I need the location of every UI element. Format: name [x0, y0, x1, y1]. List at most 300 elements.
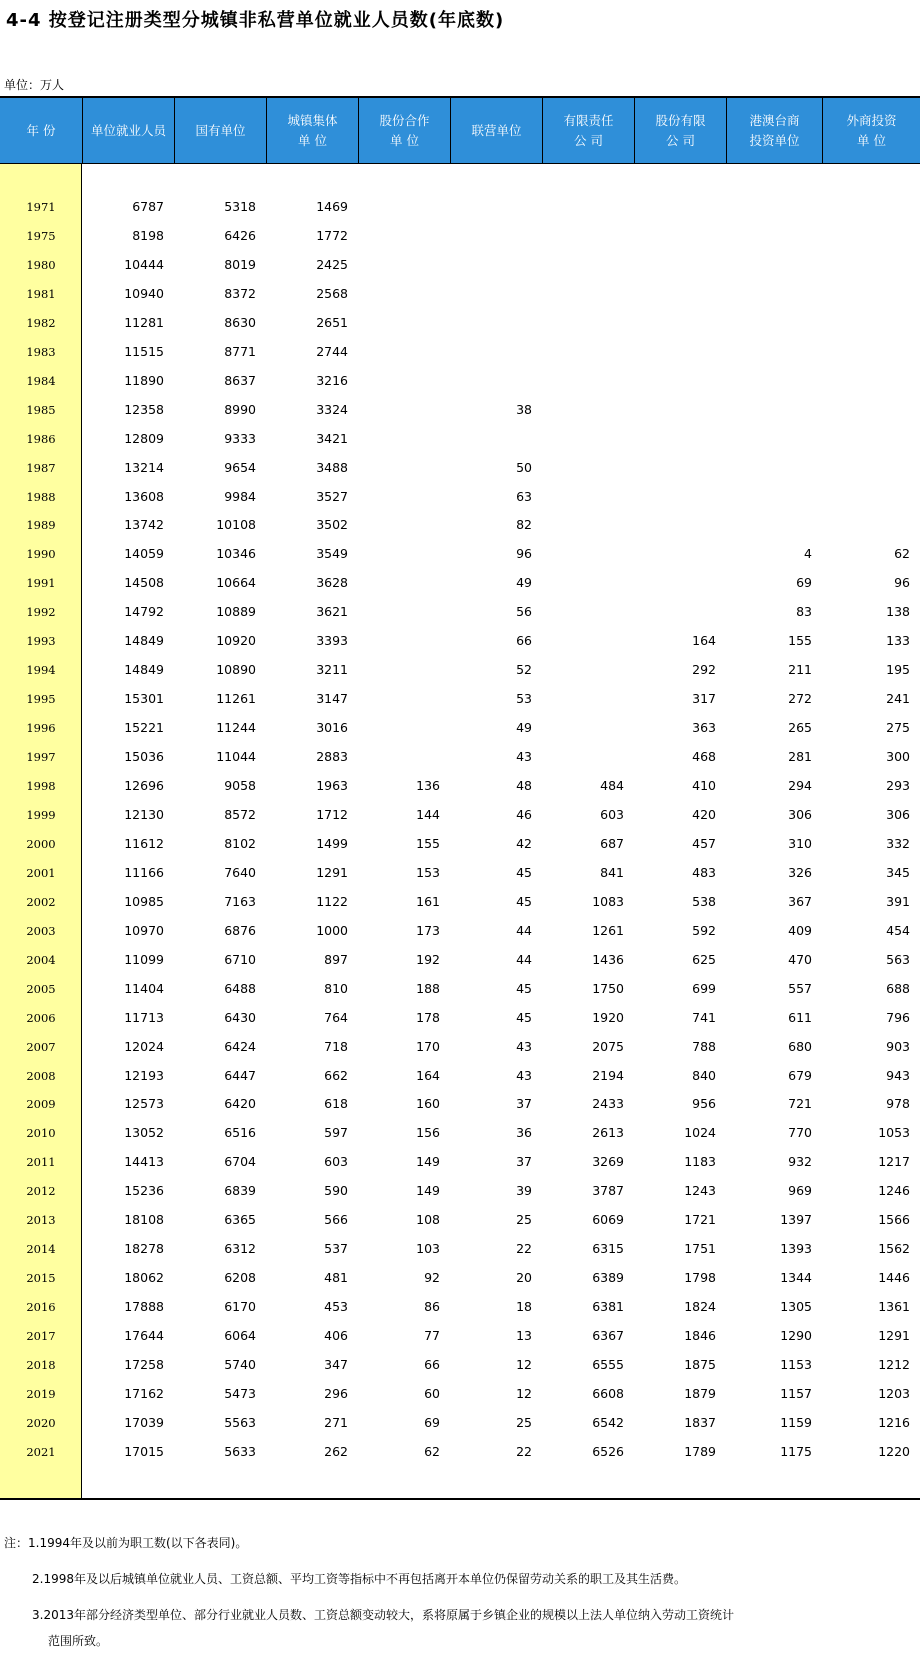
value-cell	[636, 337, 716, 366]
value-cell: 1837	[684, 1414, 716, 1430]
value-cell: 592	[692, 922, 716, 938]
value-cell: 43	[516, 1038, 532, 1054]
value-cell: 1751	[684, 1241, 716, 1257]
value-cell: 3621	[316, 604, 348, 620]
value-cell: 1291	[316, 864, 348, 880]
value-cell: 1175	[780, 1443, 812, 1459]
value-cell	[732, 395, 812, 424]
value-cell: 3502	[316, 517, 348, 533]
value-cell: 17162	[124, 1385, 164, 1401]
value-cell	[732, 279, 812, 308]
value-cell: 470	[788, 951, 812, 967]
value-cell: 45	[516, 1009, 532, 1025]
table-row	[0, 539, 920, 568]
value-cell	[732, 221, 812, 250]
value-cell: 211	[788, 662, 812, 678]
value-cell: 1499	[316, 835, 348, 851]
value-cell: 265	[788, 720, 812, 736]
value-cell: 49	[516, 575, 532, 591]
value-cell	[636, 424, 716, 453]
value-cell: 6839	[224, 1183, 256, 1199]
value-cell: 306	[886, 806, 910, 822]
value-cell: 178	[416, 1009, 440, 1025]
value-cell: 9058	[224, 778, 256, 793]
value-cell	[544, 221, 624, 250]
value-cell: 6420	[224, 1096, 256, 1112]
value-cell: 20	[516, 1270, 532, 1286]
value-cell: 15221	[124, 720, 164, 736]
value-cell: 294	[788, 778, 812, 793]
value-cell: 9984	[224, 488, 256, 504]
value-cell	[636, 250, 716, 279]
value-cell: 1183	[684, 1154, 716, 1170]
note-3: 3.2013年部分经济类型单位、部分行业就业人员数、工资总额变动较大，系将原属于乡镇企业的规模以上法人单位纳入劳动工资统计	[32, 1608, 734, 1622]
value-cell	[830, 395, 910, 424]
value-cell: 625	[692, 951, 716, 967]
value-cell: 136	[416, 778, 440, 793]
year-cell: 1994	[26, 663, 56, 678]
year-cell: 2002	[26, 894, 56, 909]
value-cell	[360, 655, 440, 684]
table-row	[0, 1379, 920, 1408]
value-cell: 6876	[224, 922, 256, 938]
value-cell: 932	[788, 1154, 812, 1170]
value-cell	[544, 453, 624, 482]
value-cell	[830, 250, 910, 279]
value-cell: 6069	[592, 1212, 624, 1228]
table-row	[0, 829, 920, 858]
value-cell	[732, 510, 812, 539]
value-cell: 103	[416, 1241, 440, 1257]
value-cell: 12193	[124, 1067, 164, 1083]
value-cell: 6488	[224, 980, 256, 996]
value-cell: 13742	[124, 517, 164, 533]
value-cell: 409	[788, 922, 812, 938]
value-cell: 144	[416, 806, 440, 822]
value-cell: 978	[886, 1096, 910, 1112]
value-cell	[544, 655, 624, 684]
value-cell: 11281	[124, 314, 164, 330]
value-cell: 272	[788, 691, 812, 707]
value-cell: 6312	[224, 1241, 256, 1257]
value-cell	[830, 482, 910, 511]
value-cell	[544, 597, 624, 626]
value-cell: 8990	[224, 401, 256, 417]
value-cell: 271	[324, 1414, 348, 1430]
value-cell	[636, 568, 716, 597]
value-cell: 300	[886, 749, 910, 765]
value-cell: 943	[886, 1067, 910, 1083]
value-cell	[544, 510, 624, 539]
year-cell: 1981	[26, 286, 56, 301]
value-cell: 17258	[124, 1357, 164, 1372]
value-cell: 9333	[224, 430, 256, 446]
value-cell: 3628	[316, 575, 348, 591]
value-cell: 810	[324, 980, 348, 996]
value-cell	[452, 308, 532, 337]
value-cell: 17015	[124, 1443, 164, 1459]
value-cell: 3147	[316, 691, 348, 707]
table-row	[0, 655, 920, 684]
year-cell: 1988	[26, 489, 56, 504]
value-cell	[360, 626, 440, 655]
unit-label: 单位：万人	[4, 78, 65, 92]
value-cell: 367	[788, 893, 812, 909]
value-cell: 8372	[224, 285, 256, 301]
table-header	[0, 96, 920, 164]
value-cell: 12809	[124, 430, 164, 446]
value-cell: 3549	[316, 546, 348, 562]
header-hk-macao-taiwan: 港澳台商 投资单位	[726, 98, 822, 164]
value-cell: 969	[788, 1183, 812, 1199]
table-row	[0, 337, 920, 366]
value-cell: 1393	[780, 1241, 812, 1257]
header-share-holding: 股份有限 公 司	[634, 98, 726, 164]
year-cell: 2018	[26, 1358, 56, 1372]
year-cell: 2000	[26, 836, 56, 851]
value-cell: 164	[416, 1067, 440, 1083]
value-cell: 5473	[224, 1385, 256, 1401]
value-cell	[830, 221, 910, 250]
value-cell: 1789	[684, 1443, 716, 1459]
year-cell: 1999	[26, 807, 56, 822]
table-row	[0, 568, 920, 597]
value-cell: 2613	[592, 1125, 624, 1141]
value-cell	[544, 713, 624, 742]
value-cell: 481	[324, 1270, 348, 1286]
value-cell: 840	[692, 1067, 716, 1083]
value-cell: 50	[516, 459, 532, 475]
table-row	[0, 742, 920, 771]
value-cell: 69	[796, 575, 812, 591]
value-cell: 680	[788, 1038, 812, 1054]
table-row	[0, 1176, 920, 1205]
value-cell: 7163	[224, 893, 256, 909]
value-cell	[544, 395, 624, 424]
value-cell: 406	[324, 1328, 348, 1344]
value-cell: 6710	[224, 951, 256, 967]
value-cell: 3527	[316, 488, 348, 504]
value-cell: 8198	[132, 227, 164, 243]
value-cell: 618	[324, 1096, 348, 1112]
year-cell: 1998	[26, 779, 56, 793]
value-cell: 721	[788, 1096, 812, 1112]
value-cell	[360, 221, 440, 250]
value-cell: 11713	[124, 1009, 164, 1025]
value-cell: 49	[516, 720, 532, 736]
year-cell: 1984	[26, 373, 56, 388]
value-cell: 1824	[684, 1299, 716, 1315]
year-cell: 1997	[26, 750, 56, 765]
value-cell: 14413	[124, 1154, 164, 1170]
value-cell: 2194	[592, 1067, 624, 1083]
value-cell: 718	[324, 1038, 348, 1054]
value-cell	[544, 250, 624, 279]
value-cell: 11099	[124, 951, 164, 967]
value-cell: 3421	[316, 430, 348, 446]
value-cell: 14849	[124, 633, 164, 649]
year-cell: 1985	[26, 402, 56, 417]
year-cell: 2020	[26, 1415, 56, 1430]
table-row	[0, 771, 920, 800]
value-cell: 14059	[124, 546, 164, 562]
value-cell: 5318	[224, 199, 256, 214]
table-row	[0, 1147, 920, 1176]
value-cell: 43	[516, 749, 532, 765]
value-cell: 841	[600, 864, 624, 880]
value-cell: 6424	[224, 1038, 256, 1054]
value-cell: 66	[424, 1357, 440, 1372]
table-row	[0, 453, 920, 482]
value-cell: 6367	[592, 1328, 624, 1344]
year-cell: 2009	[26, 1097, 56, 1112]
value-cell: 6542	[592, 1414, 624, 1430]
value-cell: 160	[416, 1096, 440, 1112]
value-cell	[830, 192, 910, 221]
table-row	[0, 713, 920, 742]
value-cell: 363	[692, 720, 716, 736]
value-cell: 108	[416, 1212, 440, 1228]
value-cell: 1203	[878, 1385, 910, 1401]
table-row	[0, 250, 920, 279]
value-cell: 3324	[316, 401, 348, 417]
value-cell: 11515	[124, 343, 164, 359]
value-cell: 788	[692, 1038, 716, 1054]
value-cell: 6381	[592, 1299, 624, 1315]
table-row	[0, 1003, 920, 1032]
value-cell: 96	[894, 575, 910, 591]
value-cell: 611	[788, 1009, 812, 1025]
value-cell: 83	[796, 604, 812, 620]
value-cell	[732, 337, 812, 366]
value-cell: 296	[324, 1385, 348, 1401]
value-cell: 2651	[316, 314, 348, 330]
value-cell	[360, 337, 440, 366]
value-cell	[830, 308, 910, 337]
year-cell: 1991	[26, 576, 56, 591]
value-cell: 6526	[592, 1443, 624, 1459]
value-cell: 155	[788, 633, 812, 649]
table-row	[0, 1263, 920, 1292]
value-cell	[452, 250, 532, 279]
value-cell: 164	[692, 633, 716, 649]
value-cell: 8771	[224, 343, 256, 359]
value-cell: 1122	[316, 893, 348, 909]
value-cell: 454	[886, 922, 910, 938]
value-cell: 12024	[124, 1038, 164, 1054]
value-cell	[360, 453, 440, 482]
value-cell	[732, 366, 812, 395]
value-cell: 1750	[592, 980, 624, 996]
value-cell	[830, 424, 910, 453]
value-cell: 688	[886, 980, 910, 996]
value-cell: 62	[894, 546, 910, 562]
value-cell	[830, 453, 910, 482]
value-cell	[636, 510, 716, 539]
year-cell: 1982	[26, 315, 56, 330]
year-cell: 2005	[26, 981, 56, 996]
value-cell	[360, 308, 440, 337]
note-2: 2.1998年及以后城镇单位就业人员、工资总额、平均工资等指标中不再包括离开本单位仍保留劳动关系的职工及其生活费。	[32, 1572, 686, 1586]
value-cell: 60	[424, 1385, 440, 1401]
value-cell	[636, 308, 716, 337]
value-cell: 8019	[224, 256, 256, 272]
value-cell: 6208	[224, 1270, 256, 1286]
value-cell: 13052	[124, 1125, 164, 1141]
value-cell: 281	[788, 749, 812, 765]
value-cell	[544, 568, 624, 597]
value-cell: 1920	[592, 1009, 624, 1025]
value-cell	[732, 250, 812, 279]
table-row	[0, 482, 920, 511]
table-row	[0, 1437, 920, 1466]
value-cell: 241	[886, 691, 910, 707]
value-cell: 12573	[124, 1096, 164, 1112]
table-row	[0, 597, 920, 626]
value-cell: 332	[886, 835, 910, 851]
value-cell: 10664	[216, 575, 256, 591]
value-cell: 63	[516, 488, 532, 504]
value-cell: 69	[424, 1414, 440, 1430]
value-cell: 1798	[684, 1270, 716, 1286]
year-cell: 1987	[26, 460, 56, 475]
value-cell: 170	[416, 1038, 440, 1054]
value-cell	[544, 308, 624, 337]
value-cell: 603	[324, 1154, 348, 1170]
value-cell: 14792	[124, 604, 164, 620]
value-cell: 8630	[224, 314, 256, 330]
value-cell	[452, 424, 532, 453]
value-cell: 1875	[684, 1357, 716, 1372]
note-1: 注：1.1994年及以前为职工数(以下各表同)。	[4, 1536, 248, 1550]
year-cell: 1996	[26, 721, 56, 736]
value-cell	[636, 539, 716, 568]
year-cell: 1983	[26, 344, 56, 359]
value-cell: 138	[886, 604, 910, 620]
table-row	[0, 1118, 920, 1147]
value-cell: 18	[516, 1299, 532, 1315]
value-cell	[636, 482, 716, 511]
value-cell: 11890	[124, 372, 164, 388]
value-cell: 13214	[124, 459, 164, 475]
value-cell: 557	[788, 980, 812, 996]
value-cell: 82	[516, 517, 532, 533]
value-cell: 62	[424, 1443, 440, 1459]
value-cell: 1469	[316, 199, 348, 214]
value-cell: 391	[886, 893, 910, 909]
value-cell: 25	[516, 1212, 532, 1228]
value-cell: 48	[516, 778, 532, 793]
value-cell: 8637	[224, 372, 256, 388]
value-cell: 468	[692, 749, 716, 765]
value-cell: 6430	[224, 1009, 256, 1025]
value-cell: 161	[416, 893, 440, 909]
value-cell: 173	[416, 922, 440, 938]
value-cell: 1879	[684, 1385, 716, 1401]
value-cell: 326	[788, 864, 812, 880]
table-row	[0, 366, 920, 395]
value-cell: 1217	[878, 1154, 910, 1170]
value-cell	[636, 366, 716, 395]
value-cell	[360, 568, 440, 597]
value-cell	[544, 626, 624, 655]
value-cell: 1157	[780, 1385, 812, 1401]
year-cell: 2017	[26, 1329, 56, 1344]
value-cell: 3269	[592, 1154, 624, 1170]
value-cell	[732, 308, 812, 337]
value-cell: 45	[516, 893, 532, 909]
value-cell: 317	[692, 691, 716, 707]
value-cell: 457	[692, 835, 716, 851]
value-cell: 1397	[780, 1212, 812, 1228]
value-cell	[360, 395, 440, 424]
value-cell: 6608	[592, 1385, 624, 1401]
table-row	[0, 684, 920, 713]
value-cell	[360, 510, 440, 539]
header-total-employed: 单位就业人员	[82, 98, 174, 164]
value-cell	[544, 539, 624, 568]
value-cell: 1436	[592, 951, 624, 967]
value-cell: 345	[886, 864, 910, 880]
value-cell: 597	[324, 1125, 348, 1141]
year-cell: 2008	[26, 1068, 56, 1083]
value-cell: 1153	[780, 1357, 812, 1372]
value-cell	[452, 366, 532, 395]
value-cell: 12	[516, 1357, 532, 1372]
value-cell: 3216	[316, 372, 348, 388]
value-cell: 2075	[592, 1038, 624, 1054]
value-cell	[360, 742, 440, 771]
value-cell: 453	[324, 1299, 348, 1315]
header-joint-ownership: 联营单位	[450, 98, 542, 164]
value-cell	[452, 337, 532, 366]
value-cell: 1772	[316, 227, 348, 243]
value-cell: 133	[886, 633, 910, 649]
value-cell: 11244	[216, 720, 256, 736]
value-cell: 603	[600, 806, 624, 822]
value-cell: 6555	[592, 1357, 624, 1372]
value-cell: 2425	[316, 256, 348, 272]
value-cell: 3393	[316, 633, 348, 649]
value-cell: 5633	[224, 1443, 256, 1459]
value-cell	[360, 684, 440, 713]
value-cell: 46	[516, 806, 532, 822]
value-cell: 17888	[124, 1299, 164, 1315]
value-cell: 6704	[224, 1154, 256, 1170]
table-row	[0, 858, 920, 887]
value-cell: 44	[516, 922, 532, 938]
page-title: 4-4 按登记注册类型分城镇非私营单位就业人员数(年底数)	[6, 10, 505, 31]
value-cell: 12358	[124, 401, 164, 417]
value-cell	[360, 250, 440, 279]
year-cell: 1989	[26, 518, 56, 533]
value-cell	[360, 192, 440, 221]
value-cell: 6426	[224, 227, 256, 243]
value-cell: 6170	[224, 1299, 256, 1315]
table-row	[0, 1321, 920, 1350]
value-cell: 10108	[216, 517, 256, 533]
value-cell: 22	[516, 1443, 532, 1459]
value-cell: 2883	[316, 749, 348, 765]
value-cell: 39	[516, 1183, 532, 1199]
value-cell: 43	[516, 1067, 532, 1083]
value-cell: 6787	[132, 199, 164, 214]
value-cell	[830, 337, 910, 366]
value-cell: 1024	[684, 1125, 716, 1141]
year-cell: 2006	[26, 1010, 56, 1025]
value-cell: 155	[416, 835, 440, 851]
header-year: 年 份	[26, 123, 56, 138]
